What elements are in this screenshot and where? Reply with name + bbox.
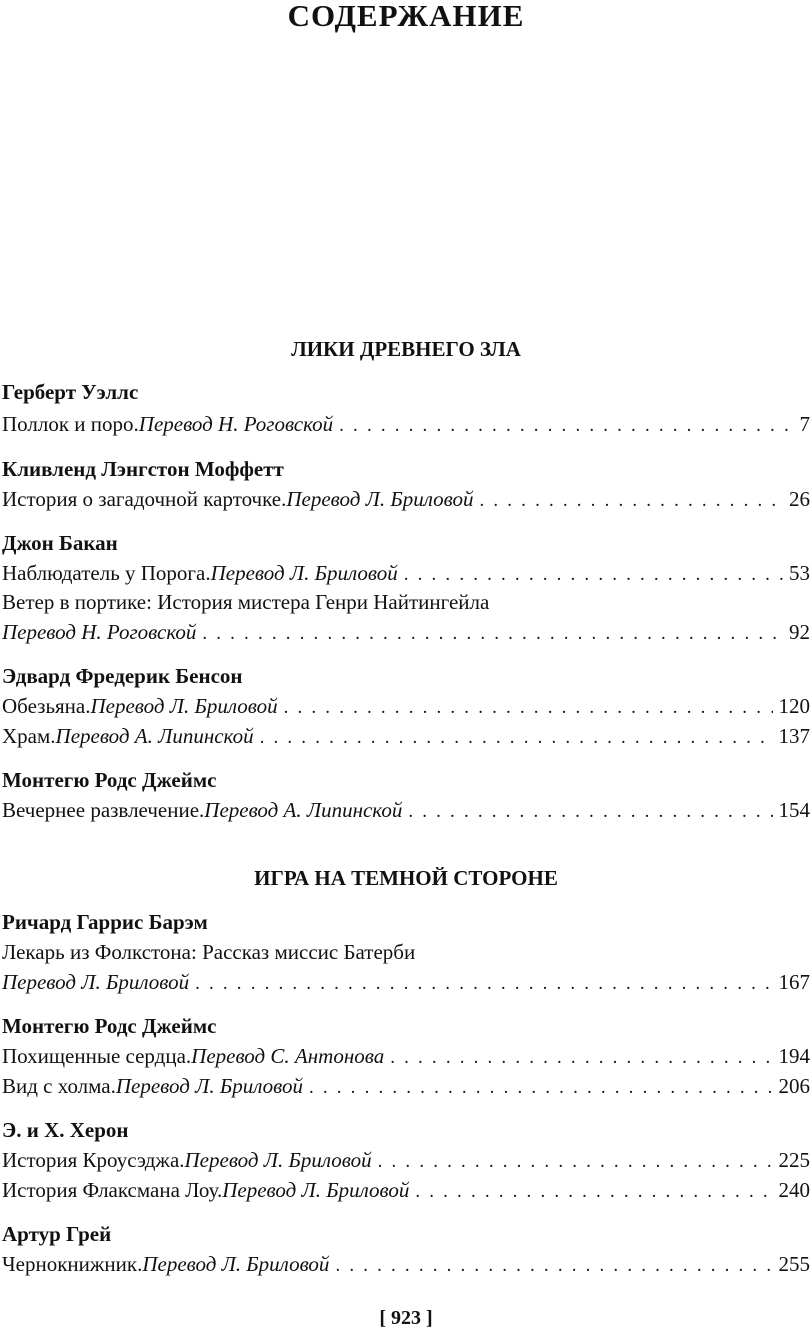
- toc-entry[interactable]: [2, 620, 810, 646]
- author-name: Монтегю Родс Джеймс: [2, 1014, 217, 1038]
- entry-title: Вид с холма.: [2, 1074, 116, 1098]
- leader-dots: [309, 1076, 773, 1100]
- leader-dots: [195, 972, 772, 996]
- entry-page: 154: [778, 798, 810, 822]
- entry-translation: Перевод А. Липинской: [55, 724, 254, 748]
- entry-translation: Перевод А. Липинской: [204, 798, 403, 822]
- entry-page: 92: [789, 620, 810, 644]
- author-name: Джон Бакан: [2, 531, 118, 555]
- entry-page: 53: [789, 561, 810, 585]
- entry-title: Чернокнижник.: [2, 1252, 143, 1276]
- author-name: Артур Грей: [2, 1222, 112, 1246]
- section-heading: ИГРА НА ТЕМНОЙ СТОРОНЕ: [254, 866, 558, 890]
- author-name: Кливленд Лэнгстон Моффетт: [2, 457, 284, 481]
- section-heading: ЛИКИ ДРЕВНЕГО ЗЛА: [291, 337, 521, 361]
- toc-entry[interactable]: [2, 798, 810, 824]
- toc-entry[interactable]: [2, 1074, 810, 1100]
- entry-page: 194: [778, 1044, 810, 1068]
- leader-dots: [378, 1150, 773, 1174]
- entry-title-line: Лекарь из Фолкстона: Рассказ миссис Батерби: [2, 940, 416, 964]
- entry-translation: Перевод Л. Бриловой: [90, 694, 278, 718]
- leader-dots: [479, 489, 783, 513]
- toc-entry[interactable]: [2, 724, 810, 750]
- leader-dots: [408, 800, 772, 824]
- entry-title: Обезьяна.: [2, 694, 91, 718]
- author-name: Эдвард Фредерик Бенсон: [2, 664, 243, 688]
- entry-title: Наблюдатель у Порога.: [2, 561, 211, 585]
- page-number: [ 923 ]: [379, 1307, 433, 1329]
- entry-translation: Перевод Л. Бриловой: [184, 1148, 372, 1172]
- page-title: СОДЕРЖАНИЕ: [287, 0, 525, 33]
- entry-title: История о загадочной карточке.: [2, 487, 287, 511]
- entry-translation: Перевод Л. Бриловой: [222, 1178, 410, 1202]
- toc-entry[interactable]: [2, 1178, 810, 1204]
- entry-title: История Флаксмана Лоу.: [2, 1178, 223, 1202]
- entry-page: 225: [778, 1148, 810, 1172]
- toc-entry[interactable]: [2, 970, 810, 996]
- entry-page: 137: [778, 724, 810, 748]
- entry-page: 240: [778, 1178, 810, 1202]
- entry-translation: Перевод Н. Роговской: [2, 620, 197, 644]
- leader-dots: [339, 414, 793, 438]
- entry-title: Поллок и поро.: [2, 412, 139, 436]
- entry-translation: Перевод Л. Бриловой: [142, 1252, 330, 1276]
- entry-translation: Перевод Н. Роговской: [138, 412, 334, 436]
- author-name: Монтегю Родс Джеймс: [2, 768, 217, 792]
- leader-dots: [284, 696, 773, 720]
- leader-dots: [260, 726, 773, 750]
- leader-dots: [390, 1046, 772, 1070]
- entry-translation: Перевод С. Антонова: [191, 1044, 385, 1068]
- author-name: Ричард Гаррис Барэм: [2, 910, 208, 934]
- leader-dots: [415, 1180, 772, 1204]
- entry-title: Вечернее развлечение.: [2, 798, 205, 822]
- toc-entry[interactable]: [2, 487, 810, 513]
- entry-translation: Перевод Л. Бриловой: [115, 1074, 303, 1098]
- toc-entry[interactable]: [2, 1044, 810, 1070]
- toc-entry[interactable]: [2, 1148, 810, 1174]
- entry-page: 7: [799, 412, 810, 436]
- toc-entry[interactable]: [2, 1252, 810, 1278]
- author-name: Герберт Уэллс: [2, 380, 139, 404]
- entry-page: 206: [778, 1074, 810, 1098]
- toc-entry[interactable]: [2, 694, 810, 720]
- leader-dots: [404, 563, 783, 587]
- toc-entry[interactable]: [2, 561, 810, 587]
- entry-page: 167: [778, 970, 810, 994]
- entry-page: 26: [789, 487, 810, 511]
- entry-page: 120: [778, 694, 810, 718]
- entry-page: 255: [778, 1252, 810, 1276]
- entry-title: Храм.: [2, 724, 56, 748]
- author-name: Э. и Х. Херон: [2, 1118, 129, 1142]
- leader-dots: [335, 1254, 772, 1278]
- entry-translation: Перевод Л. Бриловой: [2, 970, 190, 994]
- entry-title-line: Ветер в портике: История мистера Генри Найтингейла: [2, 590, 490, 614]
- entry-title: История Кроусэджа.: [2, 1148, 185, 1172]
- entry-translation: Перевод Л. Бриловой: [286, 487, 474, 511]
- leader-dots: [202, 622, 783, 646]
- entry-translation: Перевод Л. Бриловой: [210, 561, 398, 585]
- toc-entry[interactable]: [2, 412, 810, 438]
- entry-title: Похищенные сердца.: [2, 1044, 192, 1068]
